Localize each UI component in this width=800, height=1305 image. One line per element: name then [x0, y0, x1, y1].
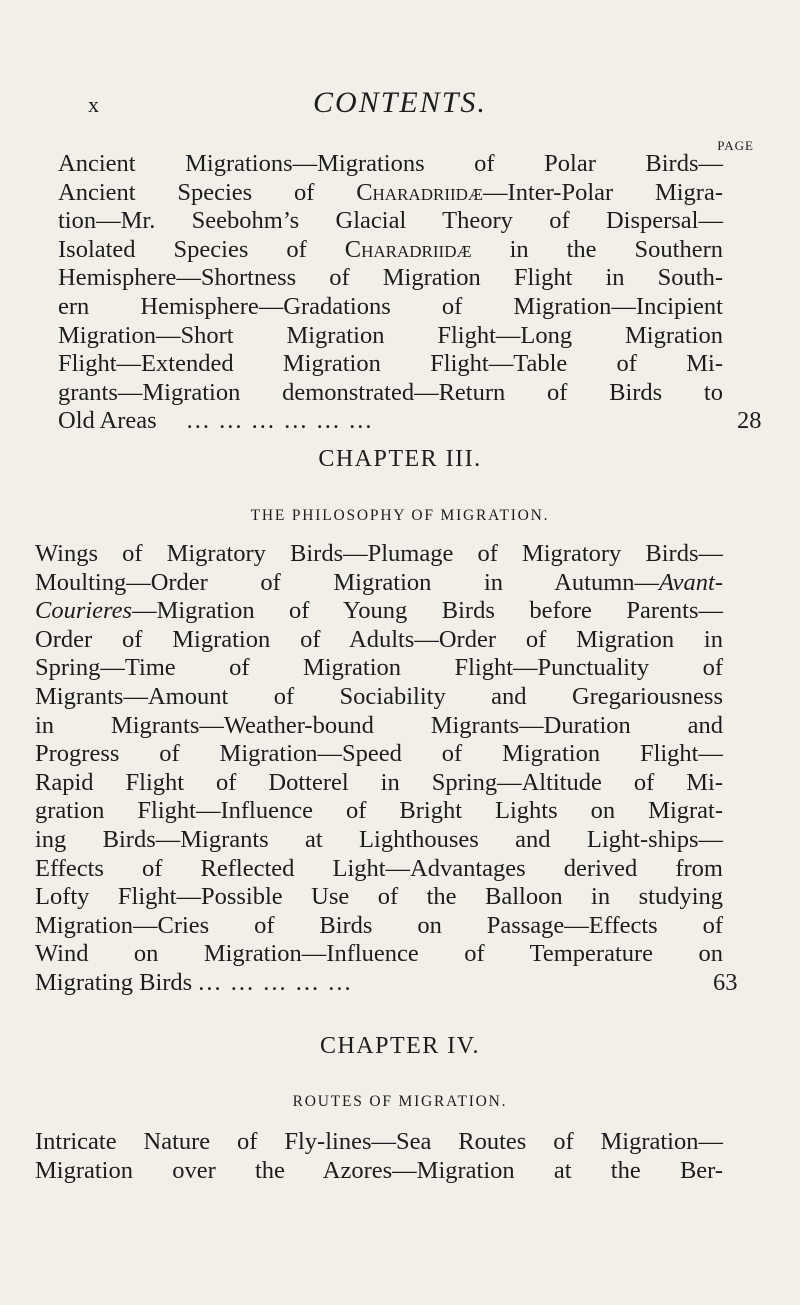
- contents-line: Flight—Extended Migration Flight—Table of Mi-: [58, 350, 723, 378]
- contents-line: Moulting—Order of Migration in Autumn—Avant-: [35, 568, 723, 596]
- dot-leaders: ... ... ... ... ...: [198, 968, 353, 996]
- contents-line: Wind on Migration—Influence of Temperature on: [35, 940, 723, 968]
- chapter-heading: CHAPTER III.: [318, 446, 482, 472]
- contents-line: Ancient Species of Charadriidæ—Inter-Polar Migra-: [58, 178, 723, 206]
- chapter-subtitle: ROUTES OF MIGRATION.: [292, 1093, 508, 1110]
- contents-line: Spring—Time of Migration Flight—Punctuality of: [35, 654, 723, 682]
- contents-line: ern Hemisphere—Gradations of Migration—Incipient: [58, 292, 723, 320]
- chapter3-contents: [35, 540, 738, 998]
- contents-line: Intricate Nature of Fly-lines—Sea Routes of Migration—: [35, 1128, 723, 1155]
- chapter-subtitle: THE PHILOSOPHY OF MIGRATION.: [250, 507, 550, 524]
- page-number: 28: [737, 407, 762, 435]
- avant-term: Avant-: [659, 568, 723, 596]
- page-column-label: PAGE: [717, 138, 754, 153]
- contents-line: Courieres—Migration of Young Birds before Parents—: [35, 597, 723, 625]
- charadriidae-term: Charadriidæ: [356, 178, 484, 206]
- courieres-term: Courieres: [35, 597, 133, 625]
- chapter2-contents-tail: [58, 150, 762, 436]
- contents-line: Migration over the Azores—Migration at the Ber-: [35, 1156, 723, 1184]
- contents-line: grants—Migration demonstrated—Return of Birds to: [58, 378, 723, 406]
- contents-line: Rapid Flight of Dotterel in Spring—Altitude of Mi-: [35, 768, 723, 796]
- contents-line: ing Birds—Migrants at Lighthouses and Light-ships—: [35, 825, 723, 853]
- contents-line: Migration—Short Migration Flight—Long Migration: [58, 321, 723, 349]
- contents-line: Migration—Cries of Birds on Passage—Effects of: [35, 911, 723, 939]
- contents-line: Progress of Migration—Speed of Migration Flight—: [35, 740, 723, 768]
- contents-line: Isolated Species of Charadriidæ in the Southern: [58, 235, 723, 263]
- contents-line: Ancient Migrations—Migrations of Polar Birds—: [58, 150, 723, 177]
- page-number: 63: [713, 968, 738, 996]
- charadriidae-term: Charadriidæ: [344, 235, 472, 263]
- contents-line-with-page: Migrating Birds ... ... ... ... ... 63: [59, 969, 723, 998]
- contents-line: Hemisphere—Shortness of Migration Flight in South-: [58, 264, 723, 292]
- chapter-heading: CHAPTER IV.: [319, 1033, 481, 1059]
- folio-number: x: [88, 92, 100, 117]
- contents-line: gration Flight—Influence of Bright Lights on Migrat-: [35, 797, 723, 825]
- contents-line: Migrants—Amount of Sociability and Gregariousness: [35, 682, 723, 710]
- contents-line-with-page: Old Areas ... ... ... ... ... ... 28: [58, 407, 723, 436]
- contents-line: Order of Migration of Adults—Order of Migration in: [35, 625, 723, 653]
- contents-line: tion—Mr. Seebohm’s Glacial Theory of Dispersal—: [58, 207, 723, 235]
- dot-leaders: ... ... ... ... ... ...: [186, 407, 374, 435]
- running-head: CONTENTS.: [313, 86, 487, 119]
- contents-line: Wings of Migratory Birds—Plumage of Migratory Birds—: [35, 540, 723, 567]
- contents-line: Effects of Reflected Light—Advantages derived from: [35, 854, 723, 882]
- chapter4-contents: [35, 1128, 723, 1185]
- contents-line: in Migrants—Weather-bound Migrants—Duration and: [35, 711, 723, 739]
- contents-line: Lofty Flight—Possible Use of the Balloon in studying: [35, 883, 723, 911]
